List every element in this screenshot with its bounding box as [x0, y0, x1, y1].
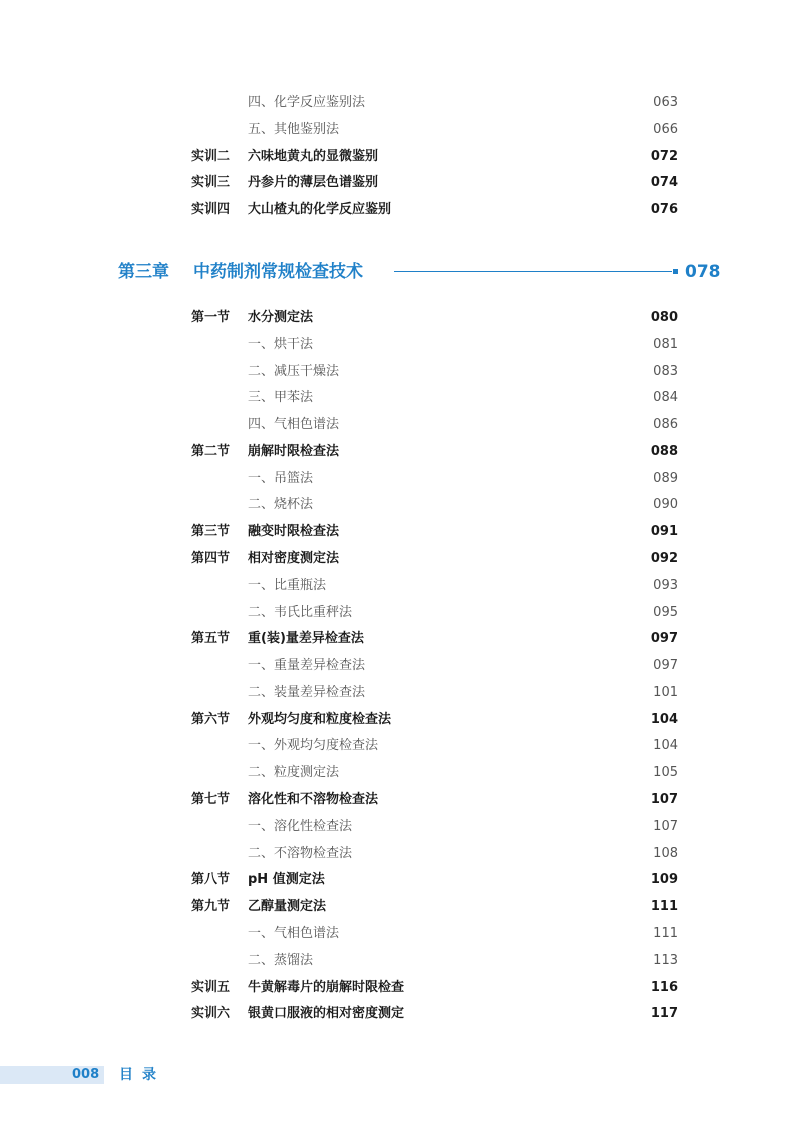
toc-section-entry[interactable] [0, 897, 800, 917]
toc-entry-label: 第六节 [191, 711, 231, 727]
toc-subsection-entry[interactable] [0, 335, 800, 355]
toc-entry-page: 111 [650, 899, 678, 915]
toc-entry-page: 101 [653, 684, 678, 700]
toc-section-entry[interactable] [0, 308, 800, 328]
toc-entry-page: 097 [653, 658, 678, 674]
toc-subsection-entry[interactable] [0, 415, 800, 435]
toc-entry-title: 溶化性和不溶物检查法 [248, 792, 379, 808]
toc-entry-title: 一、外观均匀度检查法 [248, 738, 379, 754]
toc-subsection-entry[interactable] [0, 120, 800, 140]
toc-entry-title: 三、甲苯法 [248, 390, 314, 406]
toc-entry-title: 丹参片的薄层色谱鉴别 [248, 175, 379, 191]
toc-entry-page: 108 [653, 845, 678, 861]
toc-entry-page: 104 [650, 711, 678, 727]
toc-entry-title: 二、粒度测定法 [248, 765, 340, 781]
toc-entry-title: 五、其他鉴别法 [248, 121, 340, 137]
toc-section-entry[interactable] [0, 790, 800, 810]
toc-section-entry[interactable] [0, 629, 800, 649]
toc-entry-label: 第三节 [191, 524, 231, 540]
toc-subsection-entry[interactable] [0, 495, 800, 515]
toc-entry-page: 109 [650, 872, 678, 888]
toc-entry-title: 银黄口服液的相对密度测定 [248, 1006, 405, 1022]
toc-entry-label: 第五节 [191, 631, 231, 647]
toc-section-entry[interactable] [0, 522, 800, 542]
toc-entry-page: 105 [653, 765, 678, 781]
toc-entry-label: 实训二 [191, 148, 231, 164]
toc-entry-page: 089 [653, 470, 678, 486]
toc-entry-label: 实训六 [191, 1006, 231, 1022]
toc-entry-title: 崩解时限检查法 [248, 443, 340, 459]
toc-entry-page: 092 [650, 551, 678, 567]
toc-entry-page: 093 [653, 577, 678, 593]
toc-section-entry[interactable] [0, 710, 800, 730]
toc-entry-label: 第一节 [191, 310, 231, 325]
toc-entry-title: 一、比重瓶法 [248, 577, 327, 593]
toc-entry-page: 095 [653, 604, 678, 620]
toc-entry-title: 一、吊篮法 [248, 470, 314, 486]
toc-entry-page: 111 [653, 925, 678, 941]
toc-entry-label: 第八节 [191, 872, 231, 888]
toc-subsection-entry[interactable] [0, 93, 800, 113]
toc-entry-page: 116 [650, 979, 678, 995]
toc-entry-page: 086 [653, 417, 678, 433]
toc-subsection-entry[interactable] [0, 763, 800, 783]
toc-subsection-entry[interactable] [0, 362, 800, 382]
toc-entry-page: 074 [650, 175, 678, 191]
toc-entry-title: 一、气相色谱法 [248, 925, 340, 941]
toc-entry-label: 第四节 [191, 551, 231, 567]
toc-subsection-entry[interactable] [0, 388, 800, 408]
toc-entry-page: 107 [650, 792, 678, 808]
footer-page-number: 008 [72, 1067, 100, 1082]
toc-entry-title: pH 值测定法 [248, 872, 325, 888]
toc-entry-title: 外观均匀度和粒度检查法 [248, 711, 392, 727]
toc-entry-title: 四、气相色谱法 [248, 417, 340, 433]
toc-entry-title: 大山楂丸的化学反应鉴别 [248, 202, 392, 217]
toc-entry-page: 113 [653, 952, 678, 968]
toc-entry-page: 090 [653, 497, 678, 513]
toc-entry-page: 063 [653, 95, 678, 110]
chapter-leader-dot [673, 269, 678, 274]
toc-entry-label: 第九节 [191, 899, 231, 915]
toc-entry-page: 117 [650, 1006, 678, 1022]
toc-entry-title: 一、重量差异检查法 [248, 658, 366, 674]
toc-subsection-entry[interactable] [0, 469, 800, 489]
toc-entry-page: 091 [650, 524, 678, 540]
toc-subsection-entry[interactable] [0, 683, 800, 703]
toc-entry-page: 080 [650, 310, 678, 325]
toc-subsection-entry[interactable] [0, 817, 800, 837]
toc-section-entry[interactable] [0, 870, 800, 890]
toc-entry-page: 084 [653, 390, 678, 406]
toc-entry-page: 083 [653, 363, 678, 379]
toc-entry-page: 081 [653, 336, 678, 352]
toc-entry-page: 097 [650, 631, 678, 647]
toc-entry-label: 实训五 [191, 979, 231, 995]
toc-section-entry[interactable] [0, 978, 800, 998]
chapter-title: 中药制剂常规检查技术 [193, 262, 363, 282]
toc-section-entry[interactable] [0, 200, 800, 220]
toc-entry-title: 二、减压干燥法 [248, 363, 340, 379]
toc-entry-label: 实训四 [191, 202, 231, 217]
toc-subsection-entry[interactable] [0, 924, 800, 944]
chapter-label: 第三章 [118, 262, 169, 282]
toc-entry-label: 实训三 [191, 175, 231, 191]
toc-entry-title: 四、化学反应鉴别法 [248, 95, 366, 110]
toc-subsection-entry[interactable] [0, 603, 800, 623]
toc-subsection-entry[interactable] [0, 576, 800, 596]
chapter-leader-line [394, 271, 672, 272]
toc-entry-page: 104 [653, 738, 678, 754]
toc-entry-title: 融变时限检查法 [248, 524, 340, 540]
toc-entry-title: 二、烧杯法 [248, 497, 314, 513]
toc-entry-page: 076 [650, 202, 678, 217]
toc-entry-page: 072 [650, 148, 678, 164]
toc-entry-page: 107 [653, 818, 678, 834]
toc-entry-page: 088 [650, 443, 678, 459]
toc-entry-title: 一、溶化性检查法 [248, 818, 353, 834]
footer-title: 目录 [119, 1067, 165, 1083]
toc-entry-title: 二、装量差异检查法 [248, 684, 366, 700]
toc-entry-title: 重(装)量差异检查法 [248, 631, 364, 647]
toc-entry-title: 一、烘干法 [248, 336, 314, 352]
toc-entry-title: 相对密度测定法 [248, 551, 340, 567]
toc-entry-title: 水分测定法 [248, 310, 314, 325]
toc-section-entry[interactable] [0, 147, 800, 167]
toc-section-entry[interactable] [0, 1004, 800, 1024]
toc-section-entry[interactable] [0, 442, 800, 462]
toc-entry-title: 牛黄解毒片的崩解时限检查 [248, 979, 405, 995]
toc-section-entry[interactable] [0, 173, 800, 193]
toc-entry-title: 乙醇量测定法 [248, 899, 327, 915]
chapter-page-number: 078 [685, 262, 721, 282]
toc-subsection-entry[interactable] [0, 844, 800, 864]
toc-section-entry[interactable] [0, 549, 800, 569]
toc-entry-title: 六味地黄丸的显微鉴别 [248, 148, 379, 164]
toc-subsection-entry[interactable] [0, 656, 800, 676]
toc-entry-label: 第二节 [191, 443, 231, 459]
toc-entry-title: 二、不溶物检查法 [248, 845, 353, 861]
toc-entry-page: 066 [653, 121, 678, 137]
toc-subsection-entry[interactable] [0, 951, 800, 971]
toc-subsection-entry[interactable] [0, 736, 800, 756]
toc-entry-label: 第七节 [191, 792, 231, 808]
chapter-heading[interactable] [0, 259, 800, 285]
toc-entry-title: 二、蒸馏法 [248, 952, 314, 968]
toc-entry-title: 二、韦氏比重秤法 [248, 604, 353, 620]
